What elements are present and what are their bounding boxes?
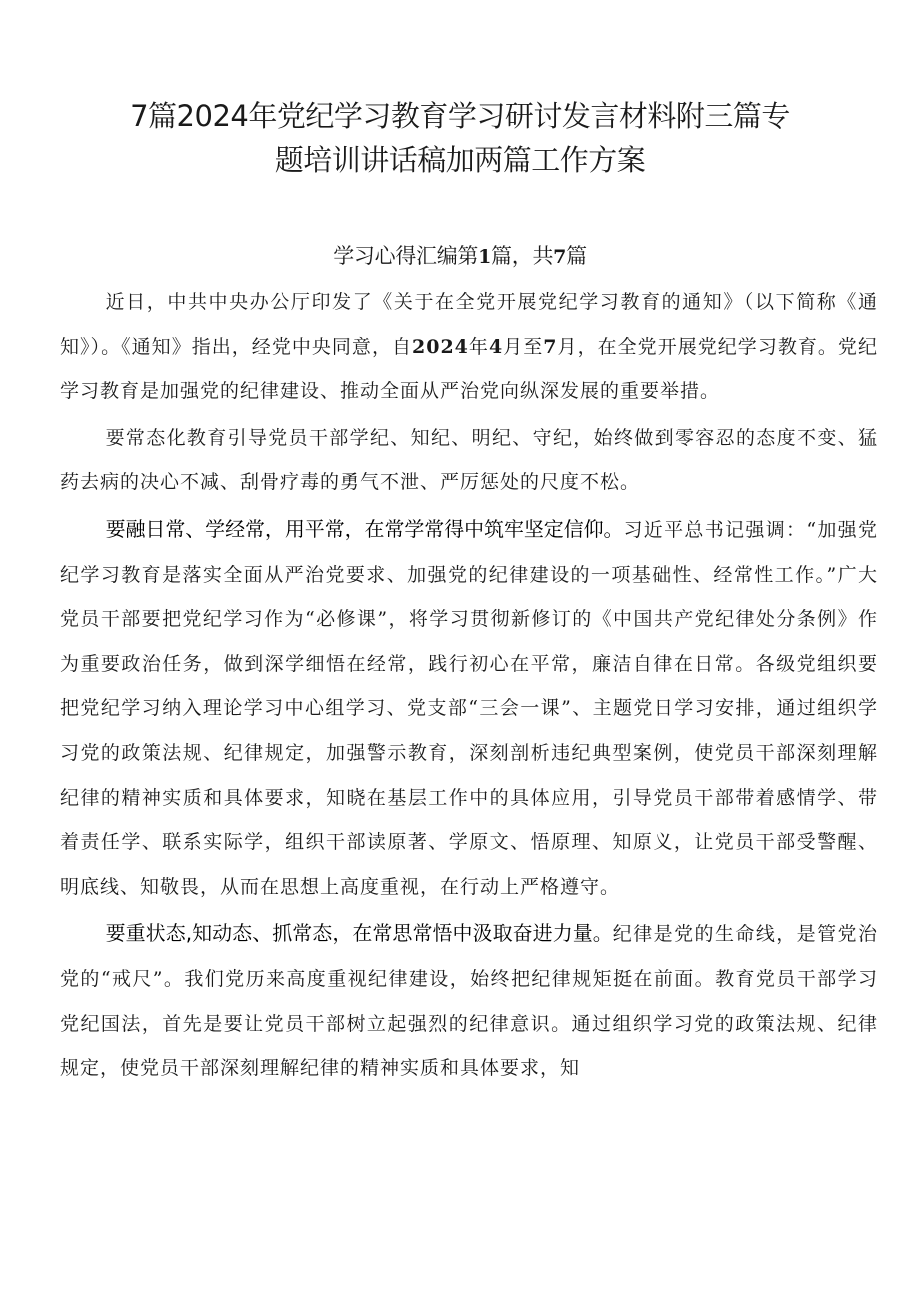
subtitle-number-1: 1 <box>478 246 492 268</box>
document-body <box>60 280 878 1091</box>
paragraph-4-text: 纪律是党的生命线，是管党治党的“戒尺”。我们党历来高度重视纪律建设，始终把纪律规矩挺在前面。教育党员干部学习党纪国法，首先是要让党员干部树立起强烈的纪律意识。通过组织学习党的政策法规、纪律规定，使党员干部深刻理解纪律的精神实质和具体要求，知 <box>60 923 878 1080</box>
subtitle-prefix: 学习心得汇编第 <box>333 244 479 268</box>
paragraph-4 <box>60 911 878 1090</box>
paragraph-3-text: 习近平总书记强调：“加强党纪学习教育是落实全面从严治党要求、加强党的纪律建设的一项基础性、经常性工作。”广大党员干部要把党纪学习作为“必修课”，将学习贯彻新修订的《中国共产党纪律处分条例》作为重要政治任务，做到深学细悟在经常，践行初心在平常，廉洁自律在日常。各级党组织要把党纪学习纳入理论学习中心组学习、党支部“三会一课”、主题党日学习安排，通过组织学习党的政策法规、纪律规定，加强警示教育，深刻剖析违纪典型案例，使党员干部深刻理解纪律的精神实质和具体要求，知晓在基层工作中的具体应用，引导党员干部带着感情学、带着责任学、联系实际学，组织干部读原著、学原文、悟原理、知原义，让党员干部受警醒、明底线、知敬畏，从而在思想上高度重视，在行动上严格遵守。 <box>60 518 878 898</box>
paragraph-1-text-a: 近日，中共中央办公厅印发了《关于在全党开展党纪学习教育的通知》（以下简称《通知》）。《通知》指出，经党中央同意，自 <box>60 291 878 358</box>
document-title-line-1: 7篇2024年党纪学习教育学习研讨发言材料附三篇专 <box>130 99 790 133</box>
paragraph-1-year: 2024 <box>412 335 469 358</box>
paragraph-3-lead-sentence: 要融日常、学经常，用平常，在常学常得中筑牢坚定信仰。 <box>105 516 624 541</box>
paragraph-1 <box>60 280 878 414</box>
paragraph-2: 要常态化教育引导党员干部学纪、知纪、明纪、守纪，始终做到零容忍的态度不变、猛药去病的决心不减、刮骨疗毒的勇气不泄、严厉惩处的尺度不松。 <box>60 426 878 494</box>
document-title-line-2: 题培训讲话稿加两篇工作方案 <box>274 143 646 177</box>
paragraph-1-text-b: 年 <box>468 335 489 358</box>
paragraph-3 <box>60 507 878 909</box>
paragraph-1-month-start: 4 <box>488 335 504 358</box>
paragraph-1-text-c: 月至 <box>503 335 544 358</box>
subtitle-suffix: 篇 <box>566 244 587 268</box>
paragraph-1-text-d: 月，在全党开展党纪学习教育。党纪学习教育是加强党的纪律建设、推动全面从严治党向纵深发展的重要举措。 <box>60 335 878 403</box>
subtitle-middle: 篇，共 <box>491 244 554 268</box>
paragraph-1-month-end: 7 <box>543 335 558 358</box>
section-subtitle <box>0 238 920 275</box>
subtitle-number-2: 7 <box>553 246 567 268</box>
paragraph-4-lead-sentence: 要重状态,知动态、抓常态，在常思常悟中汲取奋进力量。 <box>105 921 613 946</box>
